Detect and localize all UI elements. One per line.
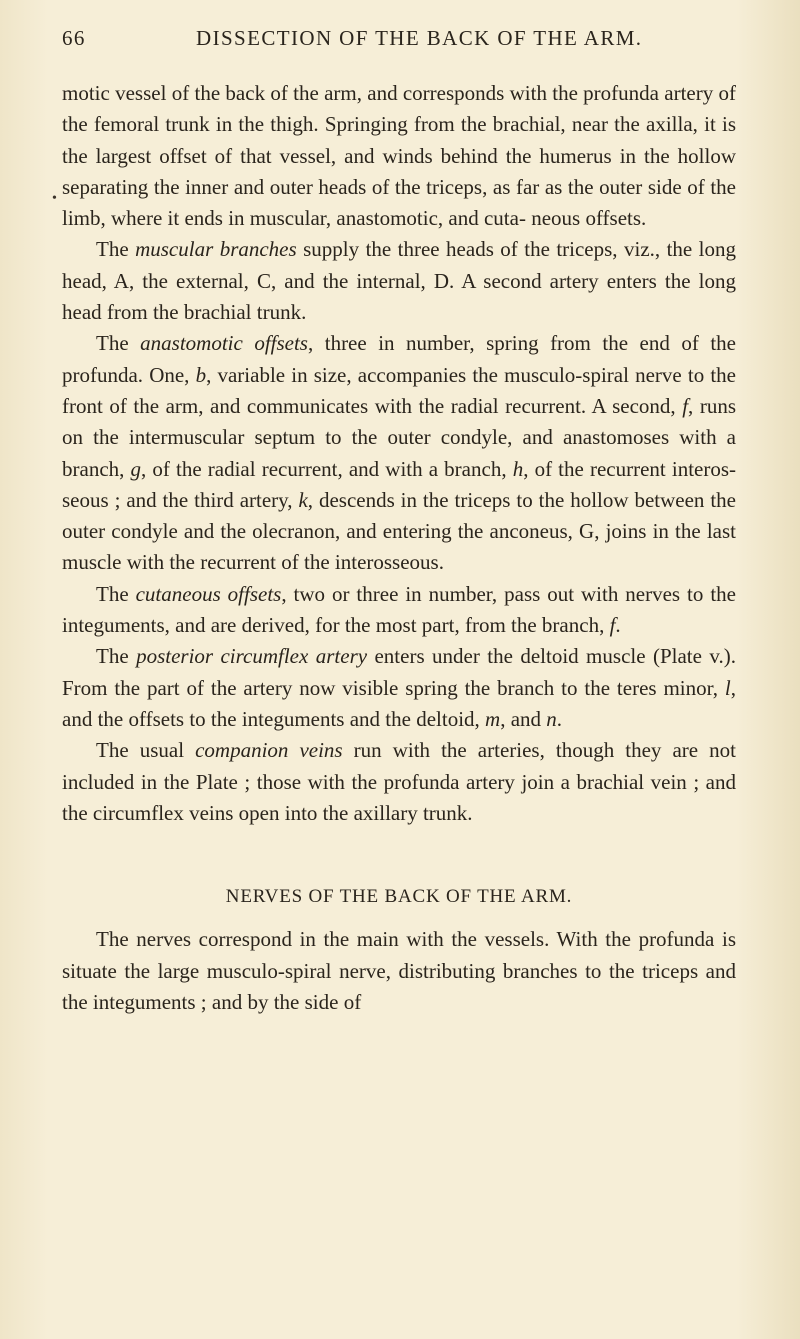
italic-text: n xyxy=(546,706,557,731)
italic-text: g xyxy=(130,456,142,481)
text-run: The xyxy=(96,237,136,262)
text-run: , variable in size, accompanies the musculo-spiral nerve to the front of the arm, and communicates with the radial recurrent. A second, xyxy=(62,362,736,418)
text-run: , descends in the triceps to the hollow between the outer condyle and the olecranon, and entering the anconeus, G, joins in the last muscle with the recurrent of the interosseous. xyxy=(62,487,736,575)
body-text xyxy=(62,78,736,1018)
paragraph xyxy=(62,735,736,829)
text-run: , two or three in number, pass out with nerves to the integuments, and are derived, for the most part, from the branch, xyxy=(62,581,736,638)
paragraph xyxy=(62,328,736,578)
text-run: , and the offsets to the integuments and the deltoid, xyxy=(62,675,736,731)
text-run: . xyxy=(615,613,621,638)
paragraph xyxy=(62,78,736,234)
paragraph xyxy=(62,641,736,735)
text-run: . xyxy=(556,706,563,731)
italic-text: l xyxy=(724,675,731,700)
paragraph xyxy=(62,579,736,642)
text-run: , runs on the intermuscular septum to the outer condyle, and anastomoses with a branch, xyxy=(62,393,737,481)
italic-text: k xyxy=(298,487,308,512)
text-run: , three in number, spring from the end of the profunda. One, xyxy=(62,331,736,387)
italic-text: f xyxy=(682,393,689,418)
italic-text: m xyxy=(485,706,501,731)
italic-text: cutaneous offsets xyxy=(135,581,282,606)
italic-text: posterior circumflex artery xyxy=(136,644,368,669)
text-run: The xyxy=(96,581,136,606)
italic-text: b xyxy=(195,362,207,387)
text-run: , of the recurrent interos- seous ; and the third artery, xyxy=(62,456,737,512)
text-run: The nerves correspond in the main with the vessels. With the profunda is situate the large musculo-spiral nerve, distributing branches to the triceps and the integuments ; and by the side of xyxy=(62,927,736,1015)
italic-text: muscular branches xyxy=(135,237,297,262)
italic-text: f xyxy=(609,613,616,638)
text-run: , and xyxy=(500,706,547,731)
text-run: run with the arteries, though they are not included in the Plate ; those with the profunda artery join a brachial vein ; and the circumflex veins open into the axillary trunk. xyxy=(62,738,736,825)
text-run: The usual xyxy=(96,738,196,763)
italic-text: h xyxy=(512,456,524,481)
section-heading: NERVES OF THE BACK OF THE ARM. xyxy=(225,886,573,908)
running-title: DISSECTION OF THE BACK OF THE ARM. xyxy=(196,26,643,50)
page-number: 66 xyxy=(62,26,86,50)
text-run: enters under the deltoid muscle (Plate v.). From the part of the artery now visible spring the branch to the teres minor, xyxy=(62,644,736,700)
margin-mark: • xyxy=(52,191,57,206)
italic-text: anastomotic offsets xyxy=(140,331,308,356)
text-run: supply the three heads of the triceps, viz., the long head, A, the external, C, and the internal, D. A second artery enters the long head from the brachial trunk. xyxy=(62,237,737,325)
italic-text: companion veins xyxy=(195,738,343,763)
text-run: motic vessel of the back of the arm, and corresponds with the profunda artery of the femoral trunk in the thigh. Springing from the brachial, near the axilla, it is the largest offset of that vessel, and winds behind the humerus in the hollow separating the inner and outer heads of the triceps, as far as the outer side of the limb, where it ends in muscular, anastomotic, and cuta- neous offsets. xyxy=(62,81,736,231)
text-run: , of the radial recurrent, and with a branch, xyxy=(141,456,513,481)
final-paragraph xyxy=(62,924,736,1018)
text-run: The xyxy=(96,644,137,669)
text-run: The xyxy=(96,331,141,356)
paragraph xyxy=(62,234,736,328)
